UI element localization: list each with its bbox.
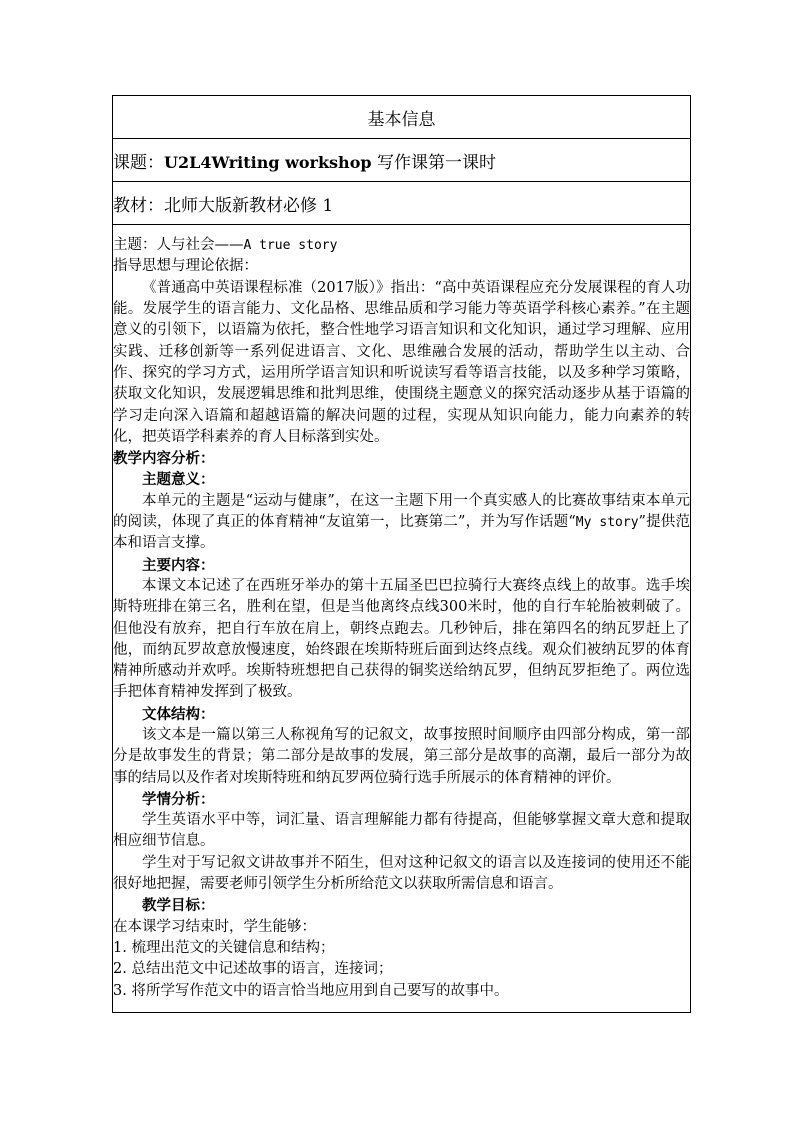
student-analysis-heading: 学情分析： [142, 790, 215, 808]
goals-intro: 在本课学习结束时，学生能够： [113, 918, 316, 935]
goal-item-2: 2. 总结出范文中记述故事的语言，连接词； [113, 961, 393, 978]
lesson-title-suffix: 写作课第一课时 [376, 152, 496, 173]
guide-heading: 指导思想与理论依据： [113, 258, 258, 275]
theme-meaning-post: ”提供范本和语言支撑。 [113, 514, 690, 552]
analysis-heading: 教学内容分析： [113, 450, 215, 468]
content-paragraph: 本课文本记述了在西班牙举办的第十五届圣巴巴拉骑行大赛终点线上的故事。选手埃斯特班排在第三名，胜利在望，但是当他离终点线300米时，他的自行车轮胎被刺破了。但他没有放弃，把自行车放在肩上，朝终点跑去。几秒钟后，排在第四名的纳瓦罗赶上了他，而纳瓦罗故意放慢速度，始终跟在埃斯特班后面到达终点线。观众们被纳瓦罗的体育精神所感动并欢呼。埃斯特班想把自己获得的铜奖送给纳瓦罗，但纳瓦罗拒绝了。两位选手把体育精神发挥到了极致。 [113, 577, 690, 701]
table-header-cell [113, 96, 691, 139]
theme-meaning-english: My story [575, 515, 639, 531]
goal-item-3: 3. 将所学写作范文中的语言恰当地应用到自己要写的故事中。 [113, 982, 509, 999]
theme-meaning-paragraph [113, 491, 690, 555]
theme-line [113, 235, 690, 256]
table-header-title: 基本信息 [367, 109, 436, 130]
goals-heading: 教学目标： [142, 897, 215, 915]
lesson-title-label: 课题： [113, 152, 164, 173]
structure-paragraph: 该文本是一篇以第三人称视角写的记叙文，故事按照时间顺序由四部分构成，第一部分是故事发生的背景；第二部分是故事的发展，第三部分是故事的高潮，最后一部分为故事的结局以及作者对埃斯特班和纳瓦罗两位骑行选手所展示的体育精神的评价。 [113, 726, 690, 786]
lesson-title-cell [113, 139, 691, 182]
material-number: 1 [322, 195, 334, 216]
theme-meaning-heading: 主题意义： [142, 471, 215, 489]
lesson-info-table [112, 95, 691, 1013]
material-label: 教材： [113, 195, 164, 216]
theme-label: 主题：人与社会—— [113, 237, 244, 254]
theme-english: A true story [243, 238, 338, 254]
material-text: 北师大版新教材必修 [164, 195, 317, 216]
lesson-body-cell [113, 225, 691, 1013]
structure-heading: 文体结构： [142, 705, 215, 723]
guide-paragraph: 《普通高中英语课程标准（2017版）》指出：“高中英语课程应充分发展课程的育人功能。发展学生的语言能力、文化品格、思维品质和学习能力等英语学科核心素养。”在主题意义的引领下，以语篇为依托，整合性地学习语言知识和文化知识，通过学习理解、应用实践、迁移创新等一系列促进语言、文化、思维融合发展的活动，帮助学生以主动、合作、探究的学习方式，运用所学语言知识和听说读写看等语言技能，以及多种学习策略，获取文化知识，发展逻辑思维和批判思维，使围绕主题意义的探究活动逐步从基于语篇的学习走向深入语篇和超越语篇的解决问题的过程，实现从知识向能力，能力向素养的转化，把英语学科素养的育人目标落到实处。 [113, 279, 690, 445]
student-analysis-paragraph-1: 学生英语水平中等，词汇量、语言理解能力都有待提高，但能够掌握文章大意和提取相应细节信息。 [113, 812, 690, 850]
theme-meaning-pre: 本单元的主题是“运动与健康”，在这一主题下用一个真实感人的比赛故事结束本单元的阅读，体现了真正的体育精神“友谊第一，比赛第二”，并为写作话题“ [113, 492, 690, 531]
student-analysis-paragraph-2: 学生对于写记叙文讲故事并不陌生，但对这种记叙文的语言以及连接词的使用还不能很好地把握，需要老师引领学生分析所给范文以获取所需信息和语言。 [113, 854, 690, 893]
content-heading: 主要内容： [142, 556, 215, 574]
lesson-code: U2L4Writing workshop [164, 152, 372, 172]
material-cell [113, 182, 691, 225]
goal-item-1: 1. 梳理出范文的关键信息和结构； [113, 939, 335, 956]
